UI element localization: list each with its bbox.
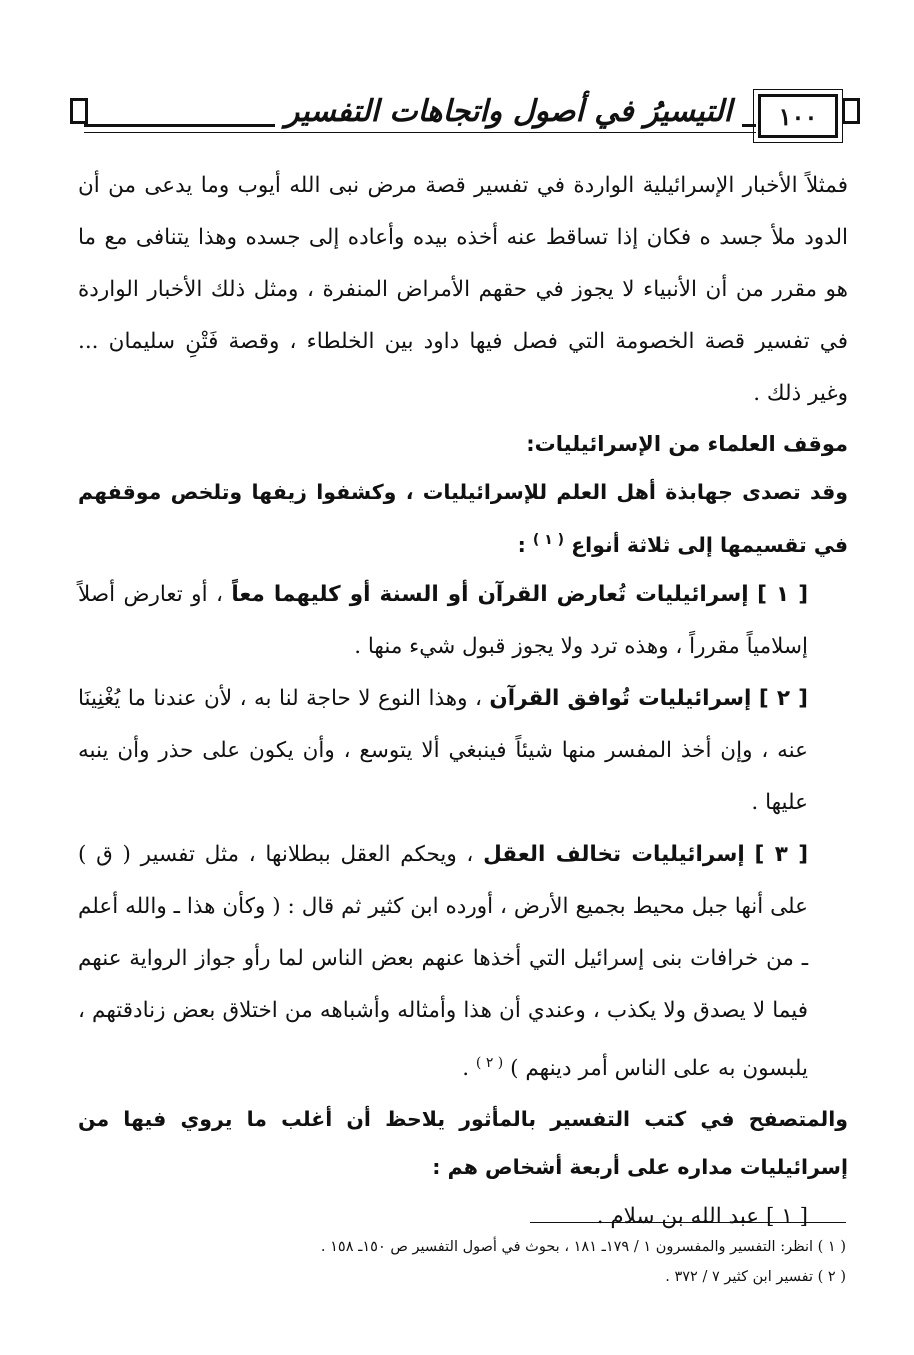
list-item-type-1 — [78, 569, 848, 673]
item-title: إسرائيليات تُعارض القرآن أو السنة أو كليهما معاً — [231, 581, 749, 607]
footnote-separator — [530, 1222, 846, 1223]
footnote-2: ( ٢ ) تفسير ابن كثير ٧ / ٣٧٢ . — [665, 1269, 846, 1285]
item-number: [ ٢ ] — [758, 685, 809, 711]
classification-end: : — [517, 532, 533, 557]
ornament-right — [842, 98, 860, 124]
page-number: ١٠٠ — [758, 94, 838, 138]
item-end: . — [462, 1055, 476, 1081]
item-text: ، وهذا النوع لا حاجة لنا به ، لأن عندنا ما يُغْنِينَا عنه ، وإن أخذ المفسر منها شيئاً فينبغي ألا يتوسع ، وأن يكون على حذر وأن ينبه عليها . — [78, 685, 808, 815]
list-item-type-2 — [78, 673, 848, 829]
paragraph-narrators: والمتصفح في كتب التفسير بالمأثور يلاحظ أن أغلب ما يروي فيها من إسرائيليات مداره على أربعة أشخاص هم : — [78, 1106, 848, 1179]
page-header — [70, 88, 860, 152]
main-text — [78, 160, 848, 1243]
header-rule-thin — [84, 132, 756, 133]
section-heading: موقف العلماء من الإسرائيليات: — [526, 432, 848, 456]
item-title: إسرائيليات تُوافق القرآن — [489, 685, 752, 711]
item-title: إسرائيليات تخالف العقل — [483, 841, 745, 867]
paragraph-classification — [78, 468, 848, 569]
item-number: [ ٣ ] — [754, 841, 809, 867]
item-number: [ ١ ] — [757, 581, 809, 607]
item-text: ، ويحكم العقل ببطلانها ، مثل تفسير ( ق ) على أنها جبل محيط بجميع الأرض ، أورده ابن كثير ثم قال : ( وكأن هذا ـ والله أعلم ـ من خرافات بنى إسرائيل التي أخذها عنهم بعض الناس لما رأو جواز الرواية عنهم فيما لا يصدق ولا يكذب ، وعندي أن هذا وأمثاله وأشباهه من اختلاق بعض زنادقتهم ، يلبسون به على الناس أمر دينهم ) — [78, 841, 808, 1081]
footnote-ref-2: ( ٢ ) — [475, 1054, 504, 1071]
running-title: التيسيرُ في أصول واتجاهات التفسير — [275, 94, 742, 129]
classification-text: وقد تصدى جهابذة أهل العلم للإسرائيليات ، وكشفوا زيفها وتلخص موقفهم في تقسيمها إلى ثلاثة أنواع — [78, 480, 848, 557]
list-item-narrator-1: [ ١ ] عبد الله بن سلام . — [596, 1203, 808, 1229]
paragraph-intro: فمثلاً الأخبار الإسرائيلية الواردة في تفسير قصة مرض نبى الله أيوب وما يدعى من أن الدود ملأ جسد ه فكان إذا تساقط عنه أخذه بيده وأعاده إلى جسده وهذا يتنافى مع ما هو مقرر من أن الأنبياء لا يجوز في حقهم الأمراض المنفرة ، ومثل ذلك الأخبار الواردة في تفسير قصة الخصومة التي فصل فيها داود بين الخلطاء ، وقصة فَتْنِ سليمان ... وغير ذلك . — [78, 173, 848, 406]
list-item-type-3 — [78, 829, 848, 1095]
footnote-1: ( ١ ) انظر: التفسير والمفسرون ١ / ١٧٩ـ ١٨١ ، بحوث في أصول التفسير ص ١٥٠ـ ١٥٨ . — [320, 1239, 846, 1255]
footnotes — [100, 1232, 846, 1292]
footnote-ref-1: ( ١ ) — [532, 532, 565, 548]
ornament-left — [70, 98, 88, 124]
item-text: ، أو تعارض أصلاً إسلامياً مقرراً ، وهذه ترد ولا يجوز قبول شيء منها . — [78, 581, 808, 659]
